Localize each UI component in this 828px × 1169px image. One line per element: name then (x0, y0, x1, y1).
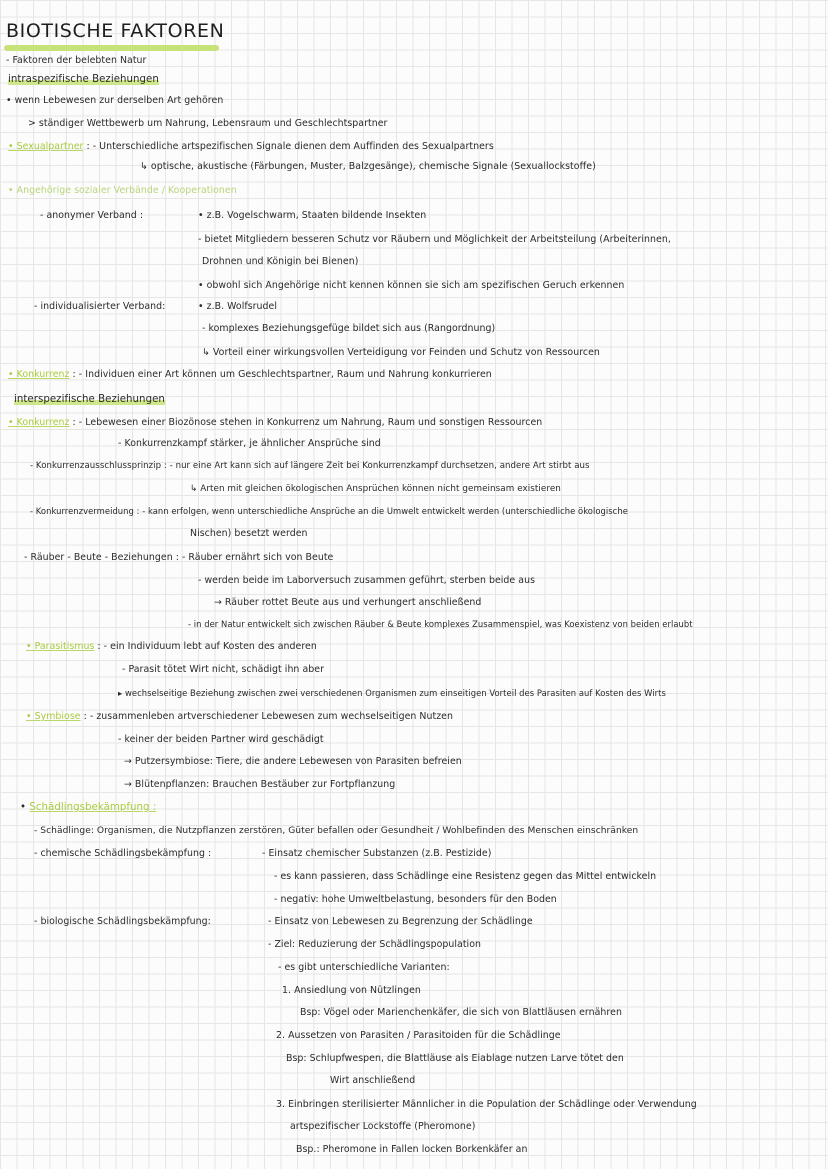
note-line: artspezifischer Lockstoffe (Pheromone) (290, 1121, 476, 1132)
note-line: - Konkurrenzkampf stärker, je ähnlicher Ansprüche sind (118, 438, 381, 449)
note-line: Drohnen und Königin bei Bienen) (202, 256, 359, 267)
section-heading-interspecific: interspezifische Beziehungen (14, 394, 165, 405)
note-line: ↳ optische, akustische (Färbungen, Muster, Balzgesänge), chemische Signale (Sexuallockstoffe) (140, 161, 596, 172)
note-line-parasitismus: • Parasitismus : - ein Individuum lebt auf Kosten des anderen (26, 641, 317, 652)
note-line: Nischen) besetzt werden (190, 528, 308, 539)
note-line: - Räuber - Beute - Beziehungen : - Räuber ernährt sich von Beute (24, 552, 334, 563)
note-line: 2. Aussetzen von Parasiten / Parasitoiden für die Schädlinge (276, 1030, 561, 1041)
note-line: - Einsatz von Lebewesen zu Begrenzung der Schädlinge (268, 916, 533, 927)
note-line-konkurrenz-inter: • Konkurrenz : - Lebewesen einer Biozönose stehen in Konkurrenz um Nahrung, Raum und sonstigen Ressourcen (8, 417, 543, 428)
note-line: - Einsatz chemischer Substanzen (z.B. Pestizide) (262, 848, 492, 859)
note-line: - in der Natur entwickelt sich zwischen Räuber & Beute komplexes Zusammenspiel, was Koexistenz von beiden erlaubt (188, 619, 693, 629)
note-line: Bsp: Vögel oder Marienchenkäfer, die sich von Blattläusen ernähren (300, 1007, 622, 1018)
note-line: - komplexes Beziehungsgefüge bildet sich aus (Rangordnung) (202, 323, 496, 334)
note-line: - Schädlinge: Organismen, die Nutzpflanzen zerstören, Güter befallen oder Gesundheit / Wohlbefinden des Menschen einschränken (34, 826, 639, 836)
note-line: Wirt anschließend (330, 1075, 416, 1086)
note-line-konkurrenz-intra: • Konkurrenz : - Individuen einer Art können um Geschlechtspartner, Raum und Nahrung konkurrieren (8, 369, 492, 380)
note-line: > ständiger Wettbewerb um Nahrung, Lebensraum und Geschlechtspartner (28, 118, 388, 129)
note-line: - keiner der beiden Partner wird geschädigt (118, 734, 324, 745)
title-underline (4, 45, 219, 51)
note-line-sexualpartner: • Sexualpartner : - Unterschiedliche artspezifischen Signale dienen dem Auffinden des Sexualpartners (8, 141, 494, 152)
note-line: • wenn Lebewesen zur derselben Art gehören (6, 95, 224, 106)
note-line: - Faktoren der belebten Natur (6, 55, 147, 66)
note-line: - anonymer Verband : (40, 210, 144, 221)
note-line: → Räuber rottet Beute aus und verhungert anschließend (214, 597, 482, 608)
note-line-verbaende: • Angehörige sozialer Verbände / Kooperationen (8, 185, 237, 196)
note-line: - es kann passieren, dass Schädlinge eine Resistenz gegen das Mittel entwickeln (274, 871, 657, 882)
note-line: - biologische Schädlingsbekämpfung: (34, 916, 211, 927)
note-line: - chemische Schädlingsbekämpfung : (34, 848, 212, 859)
note-line: - individualisierter Verband: (34, 301, 166, 312)
note-line-symbiose: • Symbiose : - zusammenleben artverschiedener Lebewesen zum wechselseitigen Nutzen (26, 711, 453, 722)
note-line: - Parasit tötet Wirt nicht, schädigt ihn aber (122, 664, 324, 675)
note-line: 3. Einbringen sterilisierter Männlicher in die Population der Schädlinge oder Verwendung (276, 1099, 697, 1110)
note-line: Bsp.: Pheromone in Fallen locken Borkenkäfer an (296, 1144, 528, 1155)
note-line: - negativ: hohe Umweltbelastung, besonders für den Boden (274, 894, 557, 905)
note-line: • z.B. Wolfsrudel (198, 301, 278, 312)
note-line: • obwohl sich Angehörige nicht kennen können sie sich am spezifischen Geruch erkennen (198, 280, 625, 291)
page-title: BIOTISCHE FAKTOREN (6, 20, 225, 42)
section-heading-intraspecific: intraspezifische Beziehungen (8, 74, 159, 85)
note-line: Bsp: Schlupfwespen, die Blattläuse als Eiablage nutzen Larve tötet den (286, 1053, 624, 1064)
note-line: - bietet Mitgliedern besseren Schutz vor Räubern und Möglichkeit der Arbeitsteilung (Arbeiterinnen, (198, 234, 671, 245)
note-line: 1. Ansiedlung von Nützlingen (282, 985, 421, 996)
note-line: - es gibt unterschiedliche Varianten: (278, 962, 450, 973)
note-line: → Blütenpflanzen: Brauchen Bestäuber zur Fortpflanzung (124, 779, 396, 790)
note-line: • z.B. Vogelschwarm, Staaten bildende Insekten (198, 210, 427, 221)
note-line: - Konkurrenzausschlussprinzip : - nur eine Art kann sich auf längere Zeit bei Konkurrenzkampf durchsetzen, andere Art stirbt aus (30, 461, 590, 471)
note-line: ▸ wechselseitige Beziehung zwischen zwei verschiedenen Organismen zum einseitigen Vorteil des Parasiten auf Kosten des Wirts (118, 688, 666, 698)
note-line: → Putzersymbiose: Tiere, die andere Lebewesen von Parasiten befreien (124, 756, 462, 767)
note-line: ↳ Vorteil einer wirkungsvollen Verteidigung vor Feinden und Schutz von Ressourcen (202, 347, 600, 358)
note-line: - Konkurrenzvermeidung : - kann erfolgen, wenn unterschiedliche Ansprüche an die Umwelt entwickelt werden (unterschiedliche ökologische (30, 506, 628, 516)
note-line: ↳ Arten mit gleichen ökologischen Ansprüchen können nicht gemeinsam existieren (190, 484, 561, 494)
note-line: - werden beide im Laborversuch zusammen geführt, sterben beide aus (198, 575, 536, 586)
section-heading-schaedling: • Schädlingsbekämpfung : (20, 802, 157, 813)
note-line: - Ziel: Reduzierung der Schädlingspopulation (268, 939, 481, 950)
